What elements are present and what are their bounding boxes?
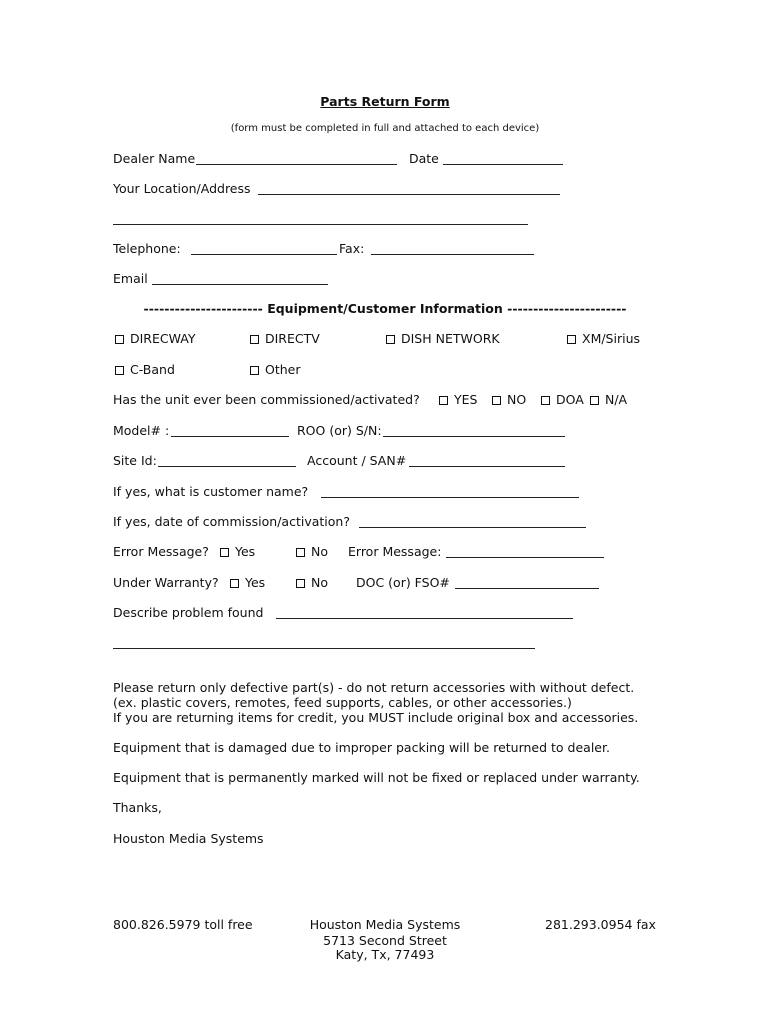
checkbox-icon[interactable]	[386, 335, 395, 344]
describe-problem-field[interactable]	[276, 618, 573, 619]
model-label: Model# :	[113, 423, 170, 438]
doc-fso-field[interactable]	[455, 588, 599, 589]
model-field[interactable]	[171, 436, 289, 437]
telephone-label: Telephone:	[113, 241, 181, 256]
commission-date-question: If yes, date of commission/activation?	[113, 514, 350, 529]
describe-problem-field-line2[interactable]	[113, 648, 535, 649]
error-message-option-no[interactable]: No	[296, 544, 328, 559]
checkbox-icon[interactable]	[541, 396, 550, 405]
checkbox-icon[interactable]	[115, 335, 124, 344]
site-id-label: Site Id:	[113, 453, 157, 468]
describe-problem-label: Describe problem found	[113, 605, 264, 620]
error-message-field[interactable]	[446, 557, 604, 558]
signature-text: Houston Media Systems	[113, 831, 264, 846]
checkbox-icon[interactable]	[250, 366, 259, 375]
checkbox-icon[interactable]	[492, 396, 501, 405]
marking-notice: Equipment that is permanently marked will not be fixed or replaced under warranty.	[113, 770, 640, 785]
error-message-option-yes[interactable]: Yes	[220, 544, 255, 559]
packing-notice: Equipment that is damaged due to improper packing will be returned to dealer.	[113, 740, 610, 755]
form-title: Parts Return Form	[320, 94, 450, 109]
checkbox-icon[interactable]	[220, 548, 229, 557]
instructions-line-1: Please return only defective part(s) - do not return accessories with without defect.	[113, 680, 635, 695]
email-field[interactable]	[152, 284, 328, 285]
form-subtitle: (form must be completed in full and attached to each device)	[230, 123, 540, 134]
account-san-field[interactable]	[409, 466, 565, 467]
commissioned-option-no[interactable]: NO	[492, 392, 526, 407]
location-field-line2[interactable]	[113, 224, 528, 225]
provider-option-other[interactable]: Other	[250, 362, 301, 377]
footer-fax: 281.293.0954 fax	[545, 917, 656, 932]
instructions-line-3: If you are returning items for credit, you MUST include original box and accessories.	[113, 710, 639, 725]
location-field[interactable]	[258, 194, 560, 195]
checkbox-icon[interactable]	[590, 396, 599, 405]
footer-street: 5713 Second Street	[323, 933, 447, 948]
doc-fso-label: DOC (or) FSO#	[356, 575, 450, 590]
commission-date-field[interactable]	[359, 527, 586, 528]
checkbox-icon[interactable]	[250, 335, 259, 344]
dealer-name-label: Dealer Name	[113, 151, 196, 166]
error-message-label: Error Message:	[348, 544, 442, 559]
roo-sn-label: ROO (or) S/N:	[297, 423, 382, 438]
date-label: Date	[409, 151, 439, 166]
checkbox-icon[interactable]	[296, 579, 305, 588]
account-san-label: Account / SAN#	[307, 453, 407, 468]
commissioned-question: Has the unit ever been commissioned/activated?	[113, 392, 420, 407]
provider-option-xm-sirius[interactable]: XM/Sirius	[567, 331, 640, 346]
footer-phone: 800.826.5979 toll free	[113, 917, 253, 932]
checkbox-icon[interactable]	[567, 335, 576, 344]
commissioned-option-na[interactable]: N/A	[590, 392, 627, 407]
warranty-option-no[interactable]: No	[296, 575, 328, 590]
checkbox-icon[interactable]	[296, 548, 305, 557]
customer-name-question: If yes, what is customer name?	[113, 484, 309, 499]
footer-city: Katy, Tx, 77493	[335, 947, 435, 962]
telephone-field[interactable]	[191, 254, 337, 255]
dealer-name-field[interactable]	[196, 164, 397, 165]
site-id-field[interactable]	[158, 466, 296, 467]
provider-option-c-band[interactable]: C-Band	[115, 362, 175, 377]
checkbox-icon[interactable]	[230, 579, 239, 588]
footer-company: Houston Media Systems	[309, 917, 461, 932]
fax-label: Fax:	[339, 241, 365, 256]
instructions-line-2: (ex. plastic covers, remotes, feed supports, cables, or other accessories.)	[113, 695, 572, 710]
provider-option-directv[interactable]: DIRECTV	[250, 331, 320, 346]
location-label: Your Location/Address	[113, 181, 251, 196]
date-field[interactable]	[443, 164, 563, 165]
customer-name-field[interactable]	[321, 497, 579, 498]
error-message-question: Error Message?	[113, 544, 209, 559]
provider-option-direcway[interactable]: DIRECWAY	[115, 331, 196, 346]
warranty-option-yes[interactable]: Yes	[230, 575, 265, 590]
commissioned-option-yes[interactable]: YES	[439, 392, 477, 407]
under-warranty-question: Under Warranty?	[113, 575, 219, 590]
roo-sn-field[interactable]	[383, 436, 565, 437]
thanks-text: Thanks,	[113, 800, 162, 815]
checkbox-icon[interactable]	[115, 366, 124, 375]
fax-field[interactable]	[371, 254, 534, 255]
checkbox-icon[interactable]	[439, 396, 448, 405]
equipment-section-heading: ----------------------- Equipment/Customer Information -----------------------	[143, 301, 627, 316]
commissioned-option-doa[interactable]: DOA	[541, 392, 584, 407]
email-label: Email	[113, 271, 148, 286]
provider-option-dish-network[interactable]: DISH NETWORK	[386, 331, 500, 346]
